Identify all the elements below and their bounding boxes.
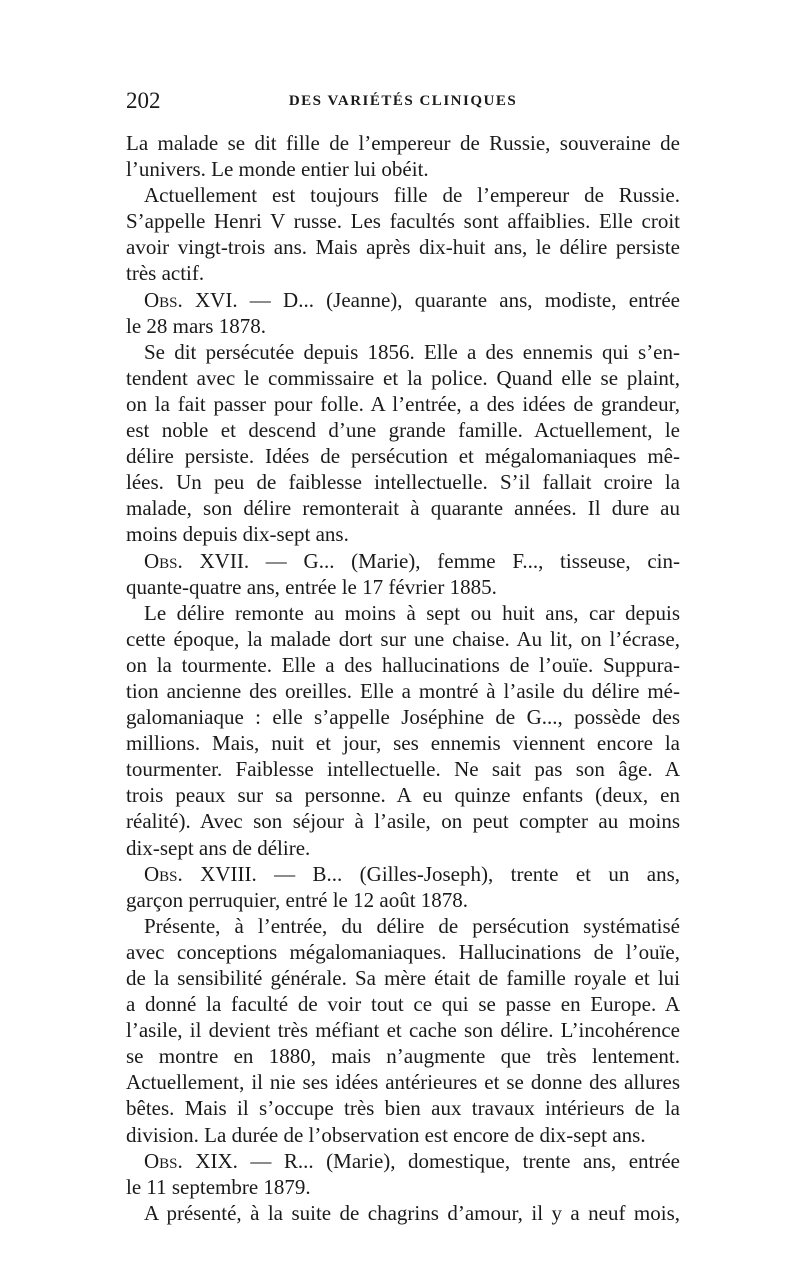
text-line: millions. Mais, nuit et jour, ses ennemis viennent encore la xyxy=(126,731,680,756)
text-line: le 11 septembre 1879. xyxy=(126,1174,311,1199)
observation-heading xyxy=(126,548,680,574)
page-header xyxy=(126,88,680,120)
text-line: Se dit persécutée depuis 1856. Elle a des ennemis qui s’en- xyxy=(144,339,680,364)
text-line: l’univers. Le monde entier lui obéit. xyxy=(126,157,429,182)
text-line: très actif. xyxy=(126,261,205,286)
text-line: avoir vingt-trois ans. Mais après dix-huit ans, le délire persiste xyxy=(126,235,680,260)
obs-label: Obs. xyxy=(144,1148,183,1173)
text-line: bêtes. Mais il s’occupe très bien aux travaux intérieurs de la xyxy=(126,1096,680,1121)
observation-heading xyxy=(126,861,680,887)
observation-heading xyxy=(126,1148,680,1174)
text-line: se montre en 1880, mais n’augmente que très lentement. xyxy=(126,1044,680,1069)
text-line: tion ancienne des oreilles. Elle a montré à l’asile du délire mé- xyxy=(126,678,680,703)
observation-heading-text: XVI. — D... (Jeanne), quarante ans, modiste, entrée xyxy=(195,287,681,312)
text-line: Le délire remonte au moins à sept ou huit ans, car depuis xyxy=(144,600,680,625)
text-line: le 28 mars 1878. xyxy=(126,313,266,338)
text-line: Actuellement est toujours fille de l’empereur de Russie. xyxy=(144,183,680,208)
text-line: l’asile, il devient très méfiant et cache son délire. L’incohérence xyxy=(126,1018,680,1043)
observation-heading xyxy=(126,287,680,313)
text-line: garçon perruquier, entré le 12 août 1878. xyxy=(126,887,469,912)
page-body xyxy=(126,130,680,1226)
text-line: malade, son délire remonterait à quarante années. Il dure au xyxy=(126,496,680,521)
page-number: 202 xyxy=(126,88,161,113)
text-line: tourmenter. Faiblesse intellectuelle. Ne sait pas son âge. A xyxy=(126,757,680,782)
text-line: division. La durée de l’observation est encore de dix-sept ans. xyxy=(126,1122,646,1147)
text-line: avec conceptions mégalomaniaques. Hallucinations de l’ouïe, xyxy=(126,939,680,964)
obs-label: Obs. xyxy=(144,548,183,573)
observation-heading-text: XVII. — G... (Marie), femme F..., tisseuse, cin- xyxy=(199,548,681,573)
text-line: Actuellement, il nie ses idées antérieures et se donne des allures xyxy=(126,1070,680,1095)
text-line: S’appelle Henri V russe. Les facultés sont affaiblies. Elle croit xyxy=(126,209,680,234)
text-line: tendent avec le commissaire et la police. Quand elle se plaint, xyxy=(126,365,680,390)
text-line: A présenté, à la suite de chagrins d’amour, il y a neuf mois, xyxy=(144,1200,680,1225)
text-line: de la sensibilité générale. Sa mère était de famille royale et lui xyxy=(126,966,680,990)
text-line: trois peaux sur sa personne. A eu quinze enfants (deux, en xyxy=(126,783,680,808)
text-line: est noble et descend d’une grande famille. Actuellement, le xyxy=(126,418,680,443)
text-line: moins depuis dix-sept ans. xyxy=(126,522,349,547)
text-line: dix-sept ans de délire. xyxy=(126,835,311,860)
observation-heading-text: XVIII. — B... (Gilles-Joseph), trente et un ans, xyxy=(200,861,681,886)
running-title: DES VARIÉTÉS CLINIQUES xyxy=(288,93,518,109)
text-line: Présente, à l’entrée, du délire de persécution systématisé xyxy=(144,913,680,938)
text-line: délire persiste. Idées de persécution et mégalomaniaques mê- xyxy=(126,444,680,469)
text-line: on la fait passer pour folle. A l’entrée, a des idées de grandeur, xyxy=(126,391,680,416)
text-line: cette époque, la malade dort sur une chaise. Au lit, on l’écrase, xyxy=(126,626,680,651)
obs-label: Obs. xyxy=(144,287,183,312)
text-line: lées. Un peu de faiblesse intellectuelle. S’il fallait croire la xyxy=(126,470,680,495)
observation-heading-text: XIX. — R... (Marie), domestique, trente ans, entrée xyxy=(195,1148,680,1173)
obs-label: Obs. xyxy=(144,861,183,886)
text-line: a donné la faculté de voir tout ce qui se passe en Europe. A xyxy=(126,992,680,1017)
text-line: réalité). Avec son séjour à l’asile, on peut compter au moins xyxy=(126,809,680,834)
text-line: on la tourmente. Elle a des hallucinations de l’ouïe. Suppura- xyxy=(126,652,680,677)
text-line: galomaniaque : elle s’appelle Joséphine de G..., possède des xyxy=(126,705,680,730)
text-line: quante-quatre ans, entrée le 17 février 1885. xyxy=(126,574,497,599)
text-line: La malade se dit fille de l’empereur de Russie, souveraine de xyxy=(126,131,680,155)
